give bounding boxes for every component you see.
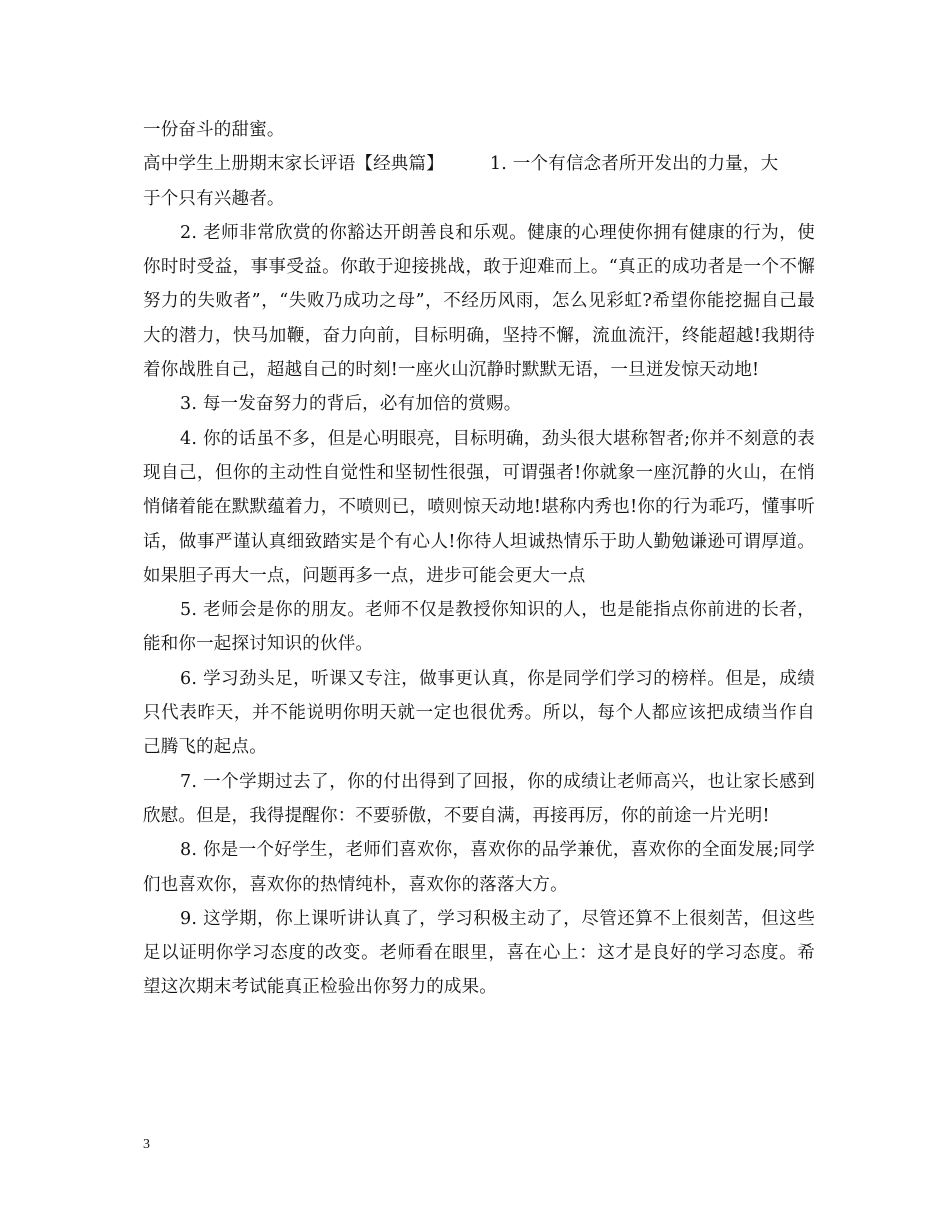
paragraph-5: 5. 老师会是你的朋友。老师不仅是教授你知识的人，也是能指点你前进的长者，能和你一起探讨知识的伙伴。 bbox=[143, 600, 815, 655]
document-heading: 高中学生上册期末家长评语【经典篇】 bbox=[143, 154, 444, 175]
paragraph-4: 4. 你的话虽不多，但是心明眼亮，目标明确，劲头很大堪称智者;你并不刻意的表现自己，但你的主动性自觉性和坚韧性很强，可谓强者!你就象一座沉静的火山，在悄悄储着能在默默蕴着力，不喷则已，喷则惊天动地!堪称内秀也!你的行为乖巧，懂事听话，做事严谨认真细致踏实是个有心人!你待人坦诚热情乐于助人勤勉谦逊可谓厚道。如果胆子再大一点，问题再多一点，进步可能会更大一点 bbox=[143, 428, 815, 586]
paragraph-3: 3. 每一发奋努力的背后，必有加倍的赏赐。 bbox=[180, 394, 522, 415]
document-body bbox=[143, 113, 815, 1005]
opening-line: 一份奋斗的甜蜜。 bbox=[143, 120, 285, 140]
paragraph-9: 9. 这学期，你上课听讲认真了，学习积极主动了，尽管还算不上很刻苦，但这些足以证明你学习态度的改变。老师看在眼里，喜在心上：这才是良好的学习态度。希望这次期末考试能真正检验出你努力的成果。 bbox=[143, 908, 815, 998]
paragraph-1-continuation: 于个只有兴趣者。 bbox=[143, 188, 285, 209]
paragraph-7: 7. 一个学期过去了，你的付出得到了回报，你的成绩让老师高兴，也让家长感到欣慰。但是，我得提醒你：不要骄傲，不要自满，再接再厉，你的前途一片光明! bbox=[143, 771, 815, 826]
paragraph-8: 8. 你是一个好学生，老师们喜欢你，喜欢你的品学兼优，喜欢你的全面发展;同学们也喜欢你，喜欢你的热情纯朴，喜欢你的落落大方。 bbox=[143, 840, 815, 895]
page-number: 3 bbox=[143, 1137, 150, 1152]
heading-line bbox=[143, 147, 815, 181]
paragraph-1-first-line: 1. 一个有信念者所开发出的力量，大 bbox=[489, 154, 779, 175]
paragraph-6: 6. 学习劲头足，听课又专注，做事更认真，你是同学们学习的榜样。但是，成绩只代表昨天，并不能说明你明天就一定也很优秀。所以，每个人都应该把成绩当作自己腾飞的起点。 bbox=[143, 668, 815, 758]
paragraph-2: 2. 老师非常欣赏的你豁达开朗善良和乐观。健康的心理使你拥有健康的行为，使你时时受益，事事受益。你敢于迎接挑战，敢于迎难而上。“真正的成功者是一个不懈努力的失败者”，“失败乃成功之母”，不经历风雨，怎么见彩虹?希望你能挖掘自己最大的潜力，快马加鞭，奋力向前，目标明确，坚持不懈，流血流汗，终能超越!我期待着你战胜自己，超越自己的时刻!一座火山沉静时默默无语，一旦迸发惊天动地! bbox=[143, 222, 815, 381]
